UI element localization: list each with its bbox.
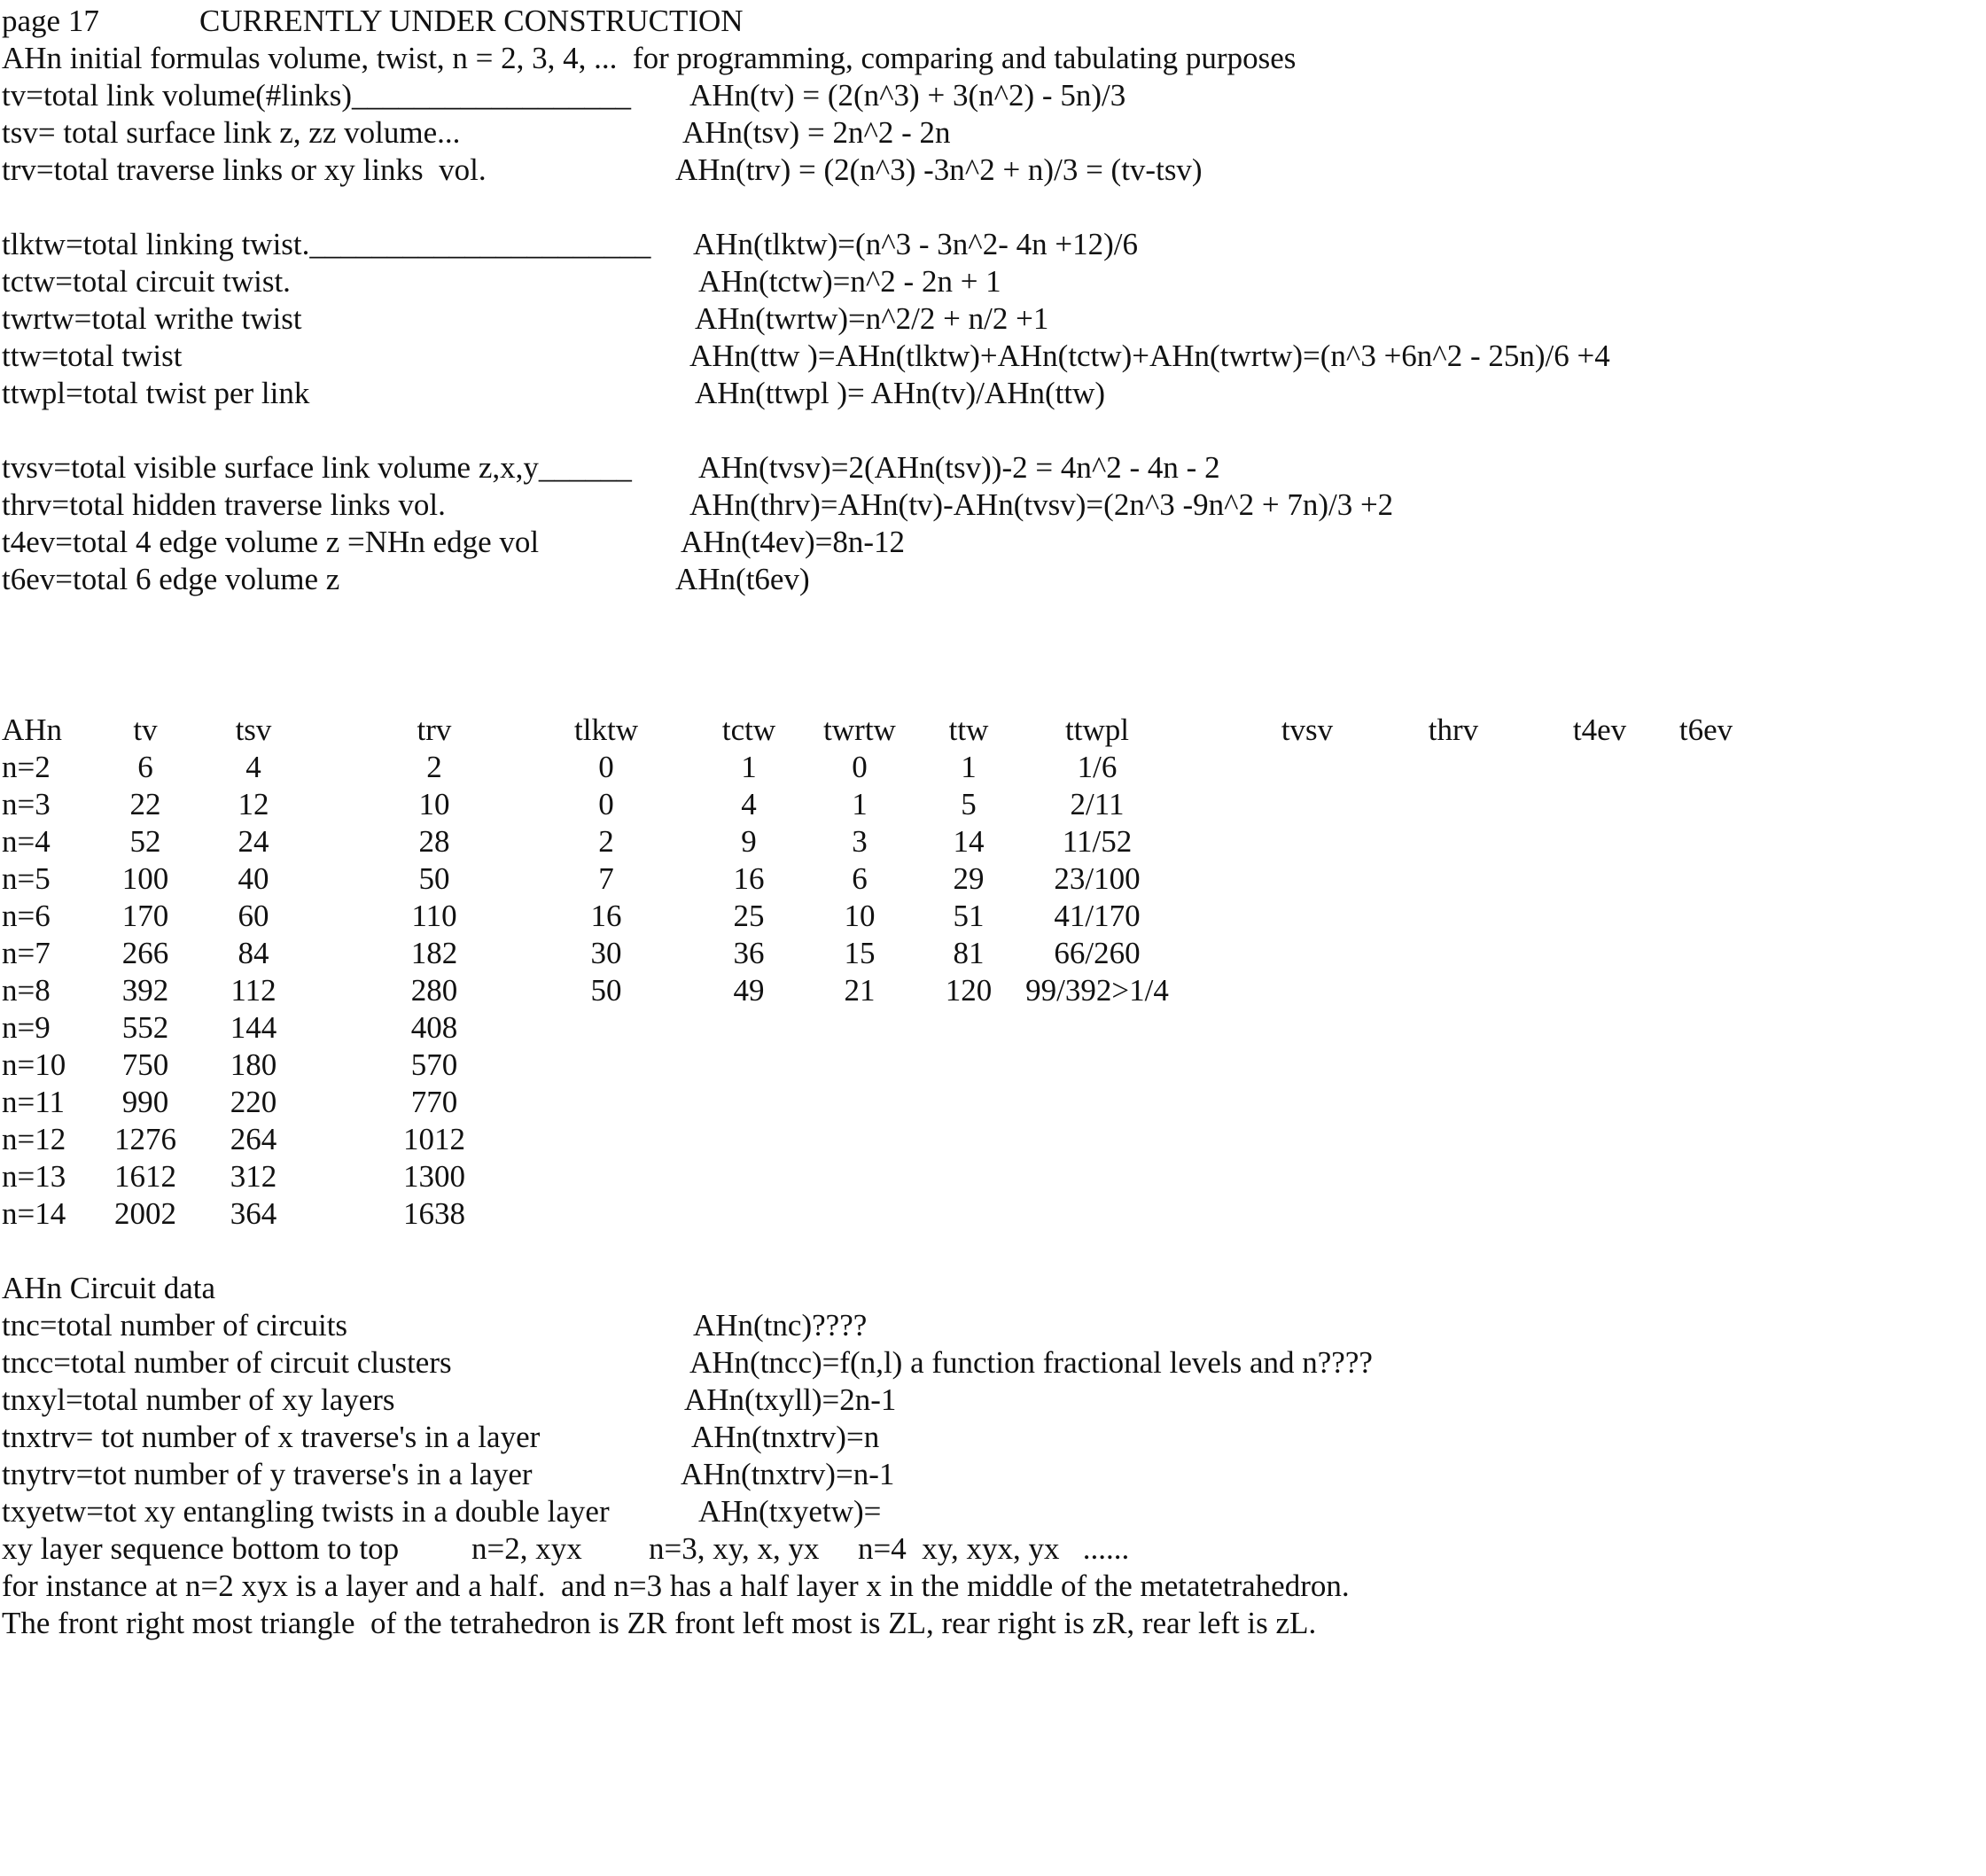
table-cell: 16 <box>590 899 622 933</box>
table-cell: 100 <box>121 861 169 896</box>
formula-expression: AHn(t4ev)=8n-12 <box>681 525 906 559</box>
table-cell: 0 <box>598 787 614 821</box>
formula-label: tlktw=total linking twist.______________________ <box>2 227 651 261</box>
intro-line: AHn initial formulas volume, twist, n = 2, 3, 4, ... for programming, comparing and tabulating purposes <box>2 41 1297 75</box>
table-cell: 1 <box>961 750 977 784</box>
circuit-label: tnxtrv= tot number of x traverse's in a layer <box>2 1420 541 1454</box>
table-cell: 2002 <box>114 1196 176 1231</box>
formula-expression: AHn(ttw )=AHn(tlktw)+AHn(tctw)+AHn(twrtw)=(n^3 +6n^2 - 25n)/6 +4 <box>689 339 1610 373</box>
table-cell: 22 <box>129 787 161 821</box>
table-cell: 49 <box>733 973 765 1008</box>
formula-expression: AHn(twrtw)=n^2/2 + n/2 +1 <box>695 301 1049 336</box>
table-row-label: n=13 <box>2 1159 66 1194</box>
table-cell: 990 <box>121 1085 169 1119</box>
formula-label: ttwpl=total twist per link <box>2 376 310 410</box>
layer-sequence-n3: n=3, xy, x, yx <box>649 1531 820 1566</box>
table-row-label: n=7 <box>2 936 51 970</box>
table-cell: 10 <box>418 787 450 821</box>
table-header-cell: trv <box>417 712 452 747</box>
circuit-formula: AHn(txyetw)= <box>698 1494 882 1529</box>
table-cell: 84 <box>238 936 269 970</box>
table-cell: 51 <box>953 899 985 933</box>
table-cell: 12 <box>238 787 269 821</box>
table-cell: 1638 <box>403 1196 465 1231</box>
table-header-cell: t6ev <box>1678 712 1733 747</box>
table-row-label: n=12 <box>2 1122 66 1156</box>
table-cell: 15 <box>844 936 876 970</box>
circuit-formula: AHn(txyll)=2n-1 <box>684 1382 897 1417</box>
circuit-label: tnc=total number of circuits <box>2 1308 348 1343</box>
table-cell: 52 <box>129 824 161 859</box>
note-line: for instance at n=2 xyx is a layer and a half. and n=3 has a half layer x in the middle of the metatetrahedron. <box>2 1569 1350 1603</box>
table-cell: 11/52 <box>1062 824 1133 859</box>
table-cell: 1 <box>852 787 868 821</box>
formula-label: twrtw=total writhe twist <box>2 301 302 336</box>
formula-label: tctw=total circuit twist. <box>2 264 291 299</box>
table-header-cell: ttw <box>948 712 989 747</box>
table-cell: 770 <box>410 1085 458 1119</box>
table-header-cell: twrtw <box>823 712 896 747</box>
table-cell: 21 <box>844 973 876 1008</box>
table-cell: 23/100 <box>1054 861 1141 896</box>
table-header-cell: AHn <box>2 712 63 747</box>
formula-expression: AHn(tlktw)=(n^3 - 3n^2- 4n +12)/6 <box>693 227 1138 261</box>
table-row-label: n=10 <box>2 1047 66 1082</box>
table-cell: 6 <box>137 750 153 784</box>
formula-label: t6ev=total 6 edge volume z <box>2 562 340 596</box>
formula-expression: AHn(thrv)=AHn(tv)-AHn(tvsv)=(2n^3 -9n^2 + 7n)/3 +2 <box>689 487 1394 522</box>
layer-sequence-n2: n=2, xyx <box>471 1531 582 1566</box>
table-cell: 392 <box>121 973 169 1008</box>
table-cell: 4 <box>245 750 261 784</box>
table-cell: 4 <box>741 787 757 821</box>
table-cell: 28 <box>418 824 450 859</box>
table-cell: 170 <box>121 899 169 933</box>
formula-label: tvsv=total visible surface link volume z,x,y______ <box>2 450 632 485</box>
table-row-label: n=11 <box>2 1085 65 1119</box>
table-row-label: n=4 <box>2 824 51 859</box>
formula-expression: AHn(trv) = (2(n^3) -3n^2 + n)/3 = (tv-tsv) <box>675 152 1203 187</box>
table-cell: 41/170 <box>1054 899 1141 933</box>
table-header-cell: tsv <box>235 712 272 747</box>
table-cell: 364 <box>230 1196 277 1231</box>
table-cell: 144 <box>230 1010 277 1045</box>
circuit-section-title: AHn Circuit data <box>2 1271 216 1305</box>
table-cell: 552 <box>121 1010 169 1045</box>
table-cell: 25 <box>733 899 765 933</box>
table-cell: 0 <box>852 750 868 784</box>
table-header-cell: t4ev <box>1572 712 1627 747</box>
table-cell: 10 <box>844 899 876 933</box>
table-cell: 9 <box>741 824 757 859</box>
table-cell: 66/260 <box>1054 936 1141 970</box>
table-cell: 2 <box>598 824 614 859</box>
formula-expression: AHn(tctw)=n^2 - 2n + 1 <box>698 264 1001 299</box>
table-row-label: n=2 <box>2 750 51 784</box>
table-cell: 570 <box>410 1047 458 1082</box>
table-cell: 2 <box>426 750 442 784</box>
table-header-cell: tctw <box>721 712 776 747</box>
formula-expression: AHn(ttwpl )= AHn(tv)/AHn(ttw) <box>695 376 1106 410</box>
circuit-label: tnxyl=total number of xy layers <box>2 1382 395 1417</box>
circuit-formula: AHn(tncc)=f(n,l) a function fractional levels and n???? <box>689 1345 1373 1380</box>
formula-label: tsv= total surface link z, zz volume... <box>2 115 461 150</box>
table-cell: 3 <box>852 824 868 859</box>
formula-label: tv=total link volume(#links)__________________ <box>2 78 631 113</box>
table-row-label: n=14 <box>2 1196 66 1231</box>
table-cell: 112 <box>230 973 276 1008</box>
table-cell: 50 <box>590 973 622 1008</box>
table-cell: 750 <box>121 1047 169 1082</box>
table-cell: 30 <box>590 936 622 970</box>
table-cell: 1 <box>741 750 757 784</box>
table-cell: 0 <box>598 750 614 784</box>
formula-expression: AHn(tsv) = 2n^2 - 2n <box>682 115 951 150</box>
table-header-cell: tlktw <box>574 712 638 747</box>
formula-label: trv=total traverse links or xy links vol. <box>2 152 487 187</box>
formula-expression: AHn(tvsv)=2(AHn(tsv))-2 = 4n^2 - 4n - 2 <box>698 450 1220 485</box>
table-cell: 120 <box>945 973 993 1008</box>
table-cell: 14 <box>953 824 985 859</box>
circuit-formula: AHn(tnc)???? <box>693 1308 868 1343</box>
table-cell: 2/11 <box>1070 787 1125 821</box>
page-number: page 17 <box>2 4 99 38</box>
table-cell: 264 <box>230 1122 277 1156</box>
table-cell: 7 <box>598 861 614 896</box>
table-cell: 29 <box>953 861 985 896</box>
table-row-label: n=9 <box>2 1010 51 1045</box>
formula-expression: AHn(tv) = (2(n^3) + 3(n^2) - 5n)/3 <box>689 78 1126 113</box>
table-cell: 6 <box>852 861 868 896</box>
table-cell: 1612 <box>114 1159 176 1194</box>
table-cell: 24 <box>238 824 269 859</box>
formula-label: t4ev=total 4 edge volume z =NHn edge vol <box>2 525 540 559</box>
circuit-label: txyetw=tot xy entangling twists in a double layer <box>2 1494 610 1529</box>
table-cell: 16 <box>733 861 765 896</box>
table-cell: 50 <box>418 861 450 896</box>
table-cell: 1300 <box>403 1159 465 1194</box>
table-row-label: n=5 <box>2 861 51 896</box>
table-cell: 1276 <box>114 1122 176 1156</box>
table-row-label: n=3 <box>2 787 51 821</box>
table-row-label: n=6 <box>2 899 51 933</box>
table-cell: 1012 <box>403 1122 465 1156</box>
table-cell: 110 <box>411 899 457 933</box>
circuit-label: tnytrv=tot number of y traverse's in a layer <box>2 1457 533 1491</box>
table-header-cell: thrv <box>1428 712 1479 747</box>
table-cell: 5 <box>961 787 977 821</box>
table-cell: 312 <box>230 1159 277 1194</box>
circuit-formula: AHn(tnxtrv)=n-1 <box>681 1457 895 1491</box>
table-cell: 40 <box>238 861 269 896</box>
table-cell: 266 <box>121 936 169 970</box>
table-cell: 280 <box>410 973 458 1008</box>
circuit-formula: AHn(tnxtrv)=n <box>691 1420 880 1454</box>
construction-notice: CURRENTLY UNDER CONSTRUCTION <box>199 4 744 38</box>
circuit-label: tncc=total number of circuit clusters <box>2 1345 452 1380</box>
table-header-cell: ttwpl <box>1065 712 1129 747</box>
table-cell: 99/392>1/4 <box>1025 973 1169 1008</box>
formula-expression: AHn(t6ev) <box>675 562 810 596</box>
layer-sequence-n4: n=4 xy, xyx, yx ...... <box>858 1531 1130 1566</box>
table-cell: 220 <box>230 1085 277 1119</box>
table-row-label: n=8 <box>2 973 51 1008</box>
layer-sequence-label: xy layer sequence bottom to top <box>2 1531 400 1566</box>
table-cell: 36 <box>733 936 765 970</box>
table-header-cell: tvsv <box>1281 712 1334 747</box>
table-cell: 180 <box>230 1047 277 1082</box>
table-cell: 408 <box>410 1010 458 1045</box>
table-header-cell: tv <box>133 712 158 747</box>
table-cell: 182 <box>410 936 458 970</box>
formula-label: thrv=total hidden traverse links vol. <box>2 487 446 522</box>
table-cell: 60 <box>238 899 269 933</box>
table-cell: 1/6 <box>1077 750 1118 784</box>
note-line: The front right most triangle of the tetrahedron is ZR front left most is ZL, rear right is zR, rear left is zL. <box>2 1606 1317 1640</box>
formula-label: ttw=total twist <box>2 339 183 373</box>
table-cell: 81 <box>953 936 985 970</box>
